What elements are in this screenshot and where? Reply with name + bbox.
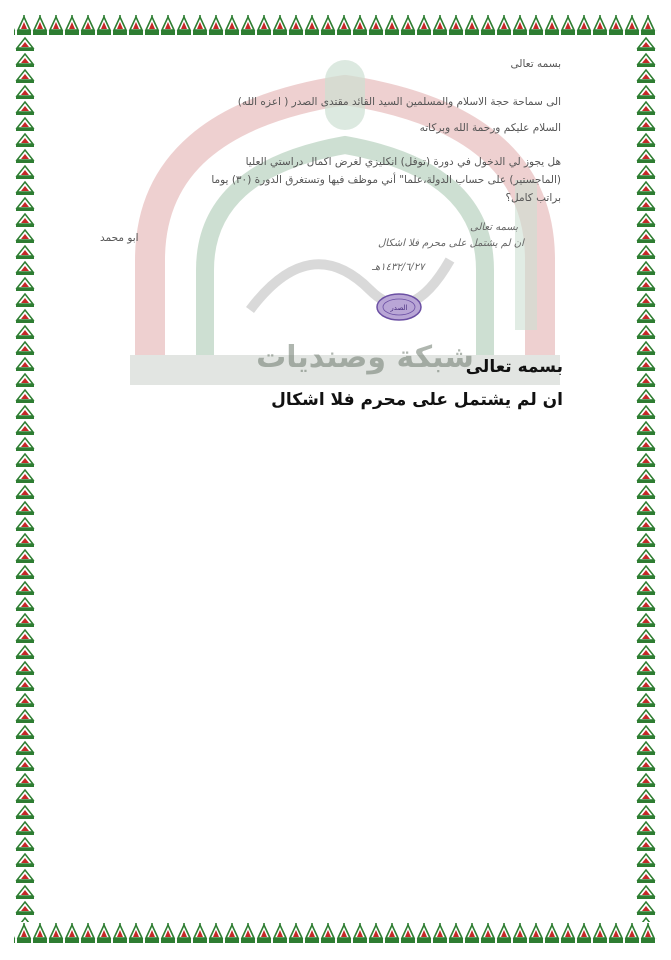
answer-basmala: بسمه تعالى <box>465 357 563 377</box>
handwritten-date: ١٤٣٢/٦/٢٧هـ <box>372 262 425 273</box>
decorative-border-right <box>635 36 657 922</box>
letter-question-line-1: هل يجوز لي الدخول في دورة (توفل) انكليزي لغرض اكمال دراستي العليا <box>245 156 561 168</box>
letter-question-line-2: (الماجستير) على حساب الدولة،علما" أني موظف فيها وتستغرق الدورة (٣٠) يوما <box>211 174 561 186</box>
office-seal-stamp <box>375 292 423 322</box>
watermark-text: شبكة وصنديات <box>256 340 474 375</box>
seal-text: الصدر <box>390 304 408 312</box>
decorative-border-left <box>14 36 36 922</box>
handwritten-ruling: ان لم يشتمل على محرم فلا اشكال <box>378 238 524 249</box>
decorative-border-top <box>0 14 671 36</box>
decorative-border-bottom <box>0 922 671 944</box>
letter-addressee: الى سماحة حجة الاسلام والمسلمين السيد القائد مقتدى الصدر ( اعزه الله) <box>237 96 561 108</box>
handwritten-basmala: بسمه تعالى <box>470 222 519 233</box>
letter-basmala: بسمه تعالى <box>510 58 561 70</box>
letter-question-line-3: براتب كامل؟ <box>505 192 561 204</box>
answer-ruling: ان لم يشتمل على محرم فلا اشكال <box>271 390 563 410</box>
letter-signature: ابو محمد <box>100 232 139 244</box>
letter-greeting: السلام عليكم ورحمة الله وبركاته <box>419 122 561 134</box>
